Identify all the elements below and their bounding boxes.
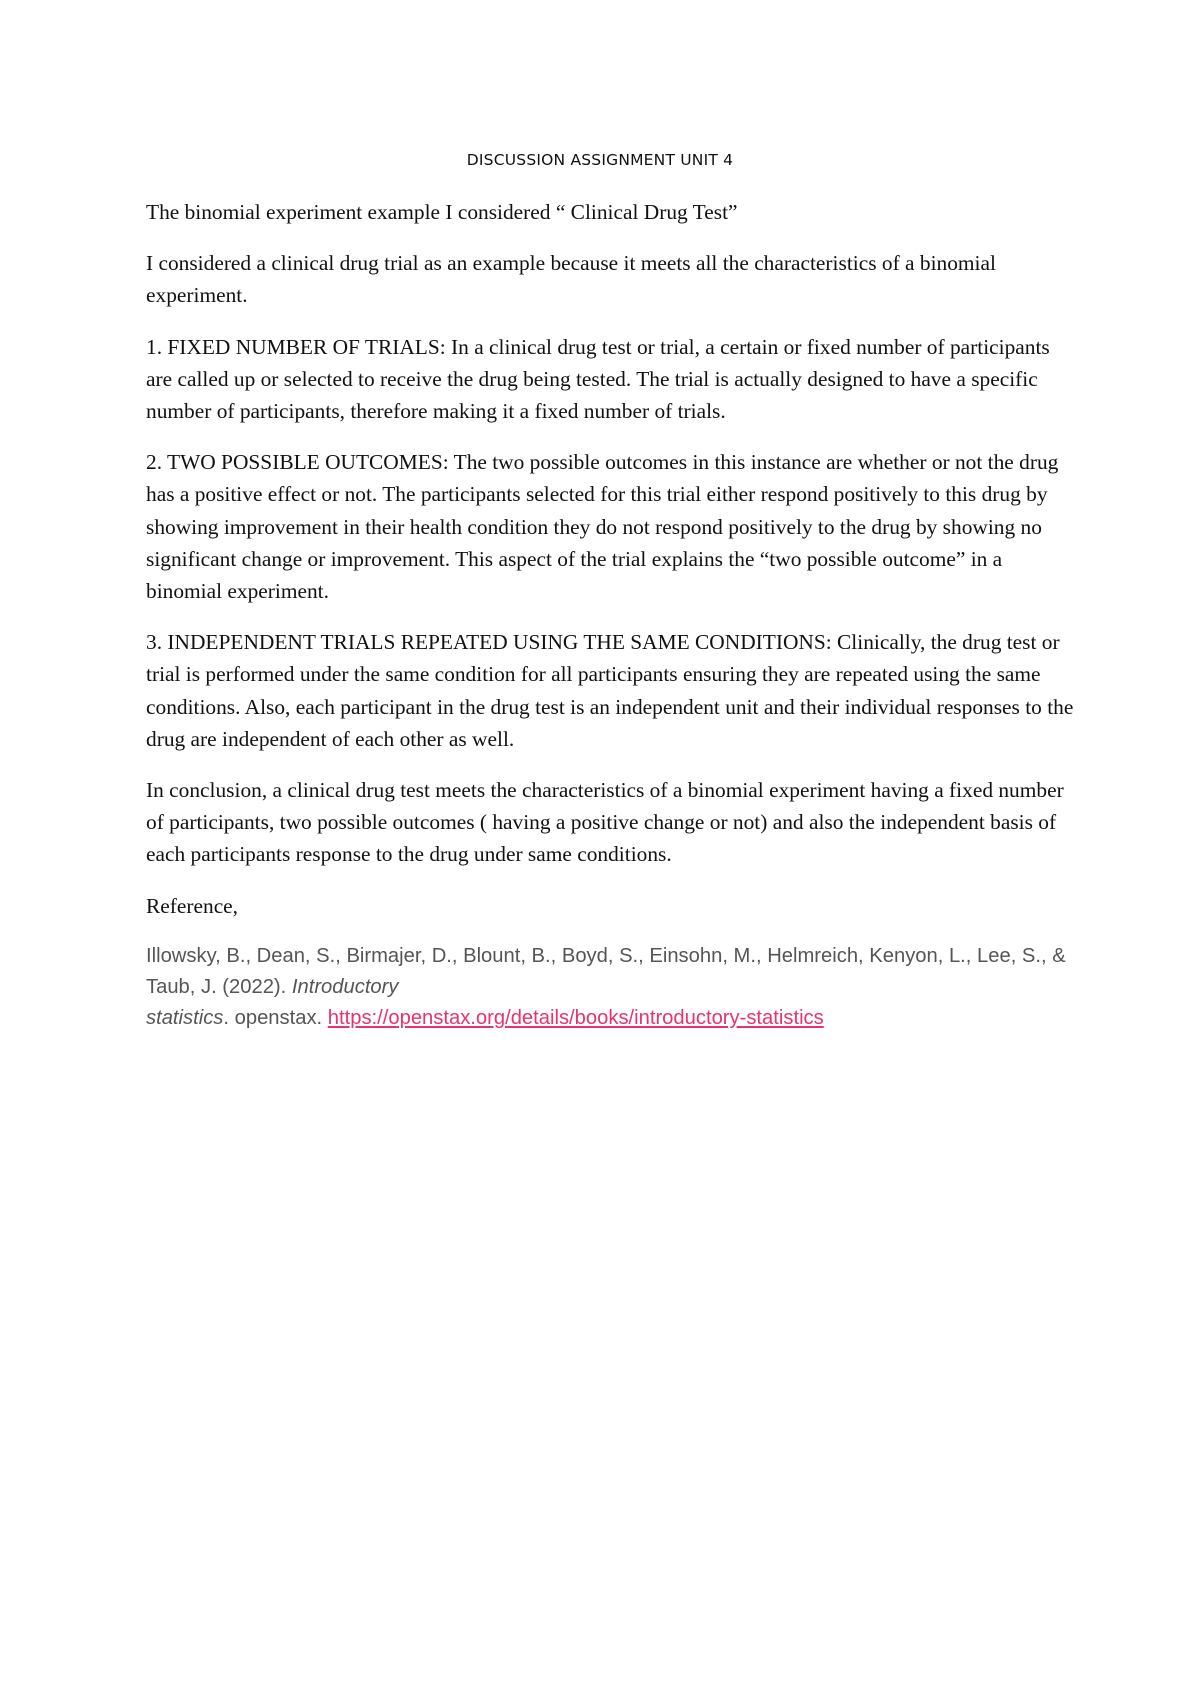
citation-publisher: . openstax. bbox=[223, 1006, 328, 1029]
citation-book-title-part2: statistics bbox=[146, 1006, 224, 1029]
reference-citation bbox=[146, 941, 1076, 1034]
reference-heading: Reference, bbox=[146, 893, 239, 918]
two-outcomes-paragraph: 2. TWO POSSIBLE OUTCOMES: The two possible outcomes in this instance are whether or not the drug has a positive effect or not. The participants selected for this trial either respond positively to this drug by showing improvement in their health condition they do not respond positively to the drug by showing no significant change or improvement. This aspect of the trial explains the “two possible outcome” in a binomial experiment. bbox=[146, 450, 1059, 604]
document-body bbox=[146, 196, 1076, 1053]
document-title: DISCUSSION ASSIGNMENT UNIT 4 bbox=[466, 151, 734, 169]
citation-link[interactable]: https://openstax.org/details/books/introductory-statistics bbox=[327, 1006, 824, 1029]
fixed-trials-paragraph: 1. FIXED NUMBER OF TRIALS: In a clinical drug test or trial, a certain or fixed number of participants are called up or selected to receive the drug being tested. The trial is actually designed to have a specific number of participants, therefore making it a fixed number of trials. bbox=[146, 334, 1050, 424]
rationale-paragraph: I considered a clinical drug trial as an example because it meets all the characteristics of a binomial experiment. bbox=[146, 251, 996, 308]
citation-authors: Illowsky, B., Dean, S., Birmajer, D., Blount, B., Boyd, S., Einsohn, M., Helmreich, Kenyon, L., Lee, S., & Taub, J. (2022). bbox=[146, 944, 1066, 998]
conclusion-paragraph: In conclusion, a clinical drug test meets the characteristics of a binomial experiment having a fixed number of participants, two possible outcomes ( having a positive change or not) and also the independent basis of each participants response to the drug under same conditions. bbox=[146, 778, 1064, 867]
independent-trials-paragraph: 3. INDEPENDENT TRIALS REPEATED USING THE SAME CONDITIONS: Clinically, the drug test or trial is performed under the same condition for all participants ensuring they are repeated using the same conditions. Also, each participant in the drug test is an independent unit and their individual responses to the drug are independent of each other as well. bbox=[146, 630, 1074, 751]
citation-book-title-part1: Introductory bbox=[291, 975, 399, 998]
intro-paragraph: The binomial experiment example I considered “ Clinical Drug Test” bbox=[146, 200, 738, 224]
